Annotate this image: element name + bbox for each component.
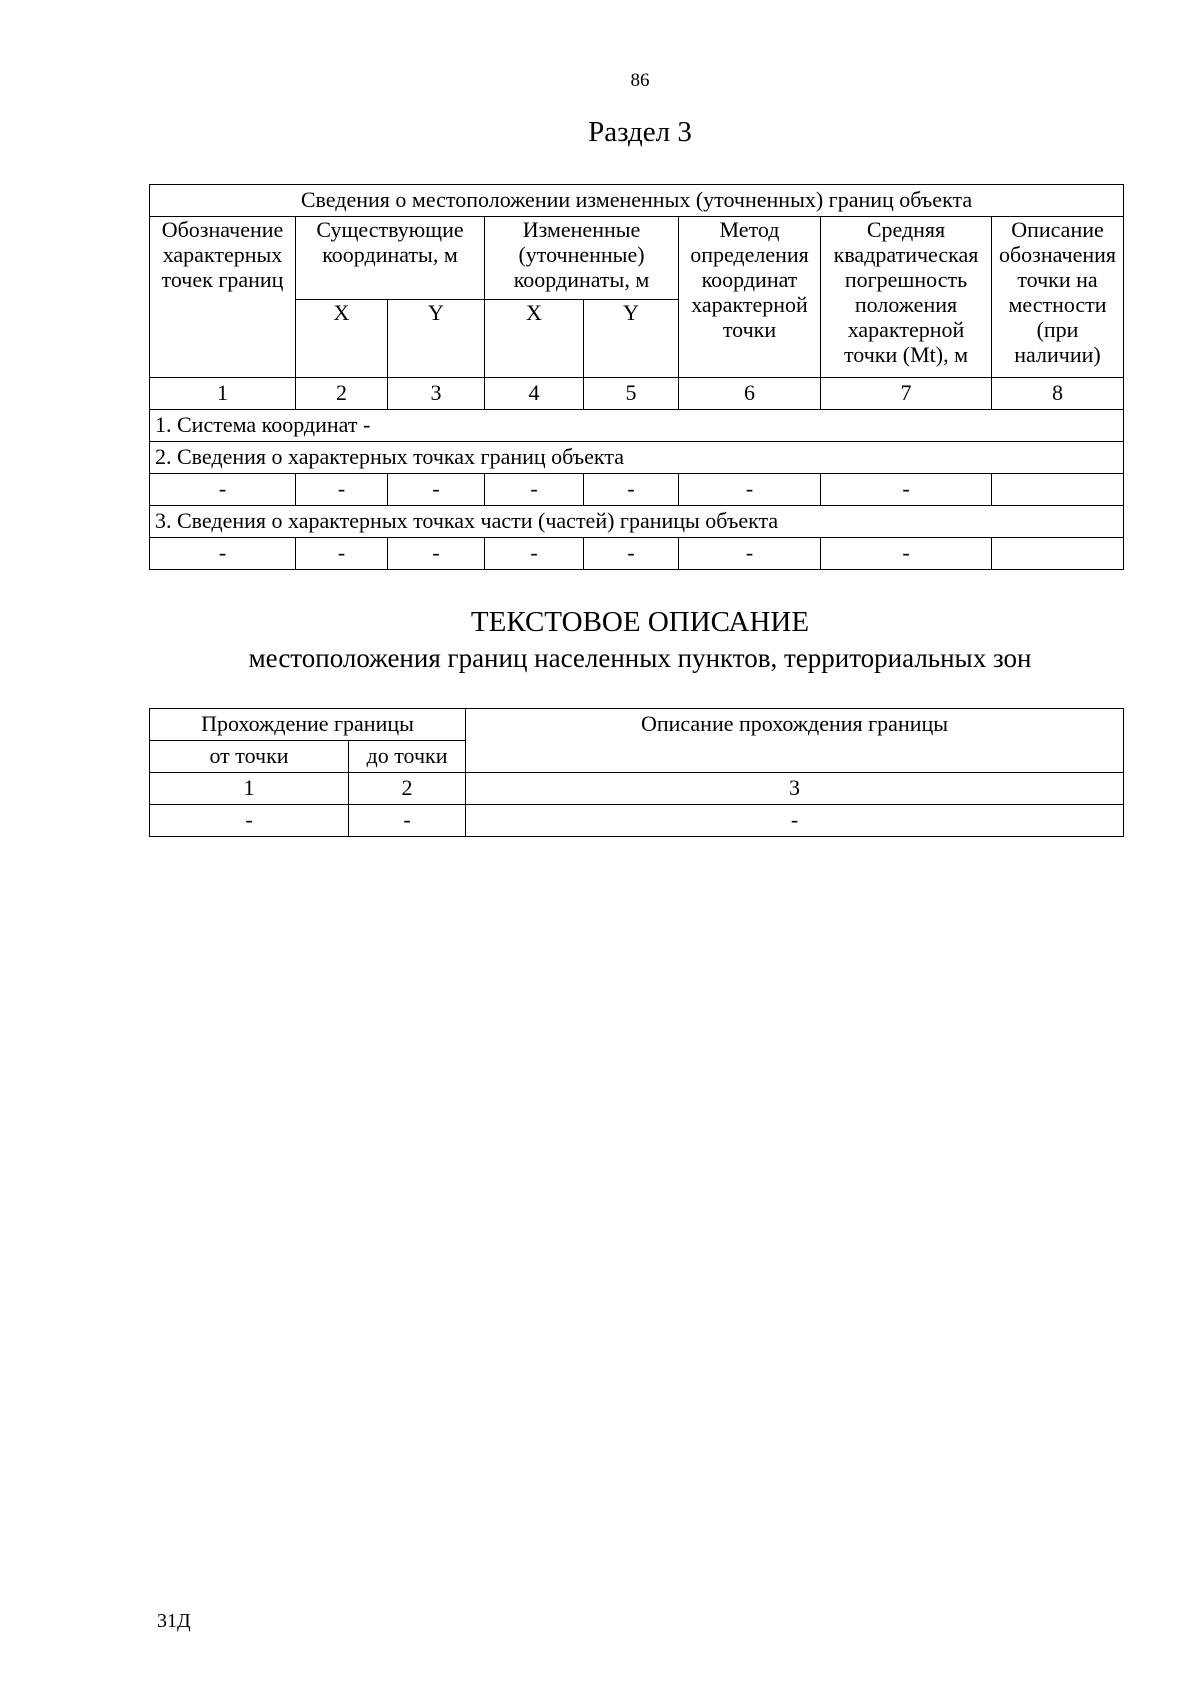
table-cell: - bbox=[466, 805, 1124, 837]
table-cell: - bbox=[821, 474, 992, 506]
header-x-changed: X bbox=[485, 300, 584, 378]
table-cell: - bbox=[821, 538, 992, 570]
table-cell: - bbox=[584, 538, 679, 570]
table-row bbox=[150, 538, 1124, 570]
header-passage-description: Описание прохождения границы bbox=[466, 709, 1124, 773]
table-cell: - bbox=[150, 538, 296, 570]
boundary-passage-table bbox=[149, 708, 1124, 837]
column-number: 8 bbox=[992, 378, 1124, 410]
column-number: 7 bbox=[821, 378, 992, 410]
boundary-coordinates-table bbox=[149, 184, 1124, 570]
text-description-title: ТЕКСТОВОЕ ОПИСАНИЕ bbox=[470, 606, 810, 638]
text-description-subtitle: местоположения границ населенных пунктов, территориальных зон bbox=[248, 643, 1032, 673]
column-number: 3 bbox=[388, 378, 485, 410]
column-number: 4 bbox=[485, 378, 584, 410]
column-number: 2 bbox=[296, 378, 388, 410]
table-cell: - bbox=[296, 474, 388, 506]
table-cell: - bbox=[150, 805, 349, 837]
header-y-existing: Y bbox=[388, 300, 485, 378]
header-method: Метод определения координат характерной точки bbox=[679, 217, 821, 378]
table-cell: - bbox=[485, 538, 584, 570]
table-row bbox=[150, 805, 1124, 837]
header-y-changed: Y bbox=[584, 300, 679, 378]
table-cell: - bbox=[296, 538, 388, 570]
header-boundary-passage: Прохождение границы bbox=[150, 709, 466, 741]
table-title: Сведения о местоположении измененных (уточненных) границ объекта bbox=[150, 185, 1124, 217]
header-existing-coordinates: Существующие координаты, м bbox=[296, 217, 485, 300]
section-title: Раздел 3 bbox=[588, 116, 692, 148]
section-boundary-points: 2. Сведения о характерных точках границ объекта bbox=[150, 442, 1124, 474]
table-cell bbox=[992, 538, 1124, 570]
header-x-existing: X bbox=[296, 300, 388, 378]
header-to-point: до точки bbox=[349, 741, 466, 773]
header-from-point: от точки bbox=[150, 741, 349, 773]
column-number: 5 bbox=[584, 378, 679, 410]
header-point-description: Описание обозначения точки на местности (при наличии) bbox=[992, 217, 1124, 378]
column-number: 2 bbox=[349, 773, 466, 805]
header-mean-error: Средняя квадратическая погрешность положения характерной точки (Mt), м bbox=[821, 217, 992, 378]
header-point-designation: Обозначение характерных точек границ bbox=[150, 217, 296, 378]
column-number: 1 bbox=[150, 773, 349, 805]
page-number: 86 bbox=[630, 70, 650, 91]
section-coordinate-system: 1. Система координат - bbox=[150, 410, 1124, 442]
column-number: 6 bbox=[679, 378, 821, 410]
table-cell: - bbox=[349, 805, 466, 837]
table-cell bbox=[992, 474, 1124, 506]
table-cell: - bbox=[485, 474, 584, 506]
table-cell: - bbox=[388, 538, 485, 570]
footer-code: 31Д bbox=[157, 1610, 191, 1632]
column-number: 1 bbox=[150, 378, 296, 410]
section-part-boundary-points: 3. Сведения о характерных точках части (частей) границы объекта bbox=[150, 506, 1124, 538]
table-cell: - bbox=[679, 538, 821, 570]
table-cell: - bbox=[388, 474, 485, 506]
table-cell: - bbox=[150, 474, 296, 506]
table-cell: - bbox=[584, 474, 679, 506]
table-cell: - bbox=[679, 474, 821, 506]
column-number: 3 bbox=[466, 773, 1124, 805]
table-row bbox=[150, 474, 1124, 506]
header-changed-coordinates: Измененные (уточненные) координаты, м bbox=[485, 217, 679, 300]
